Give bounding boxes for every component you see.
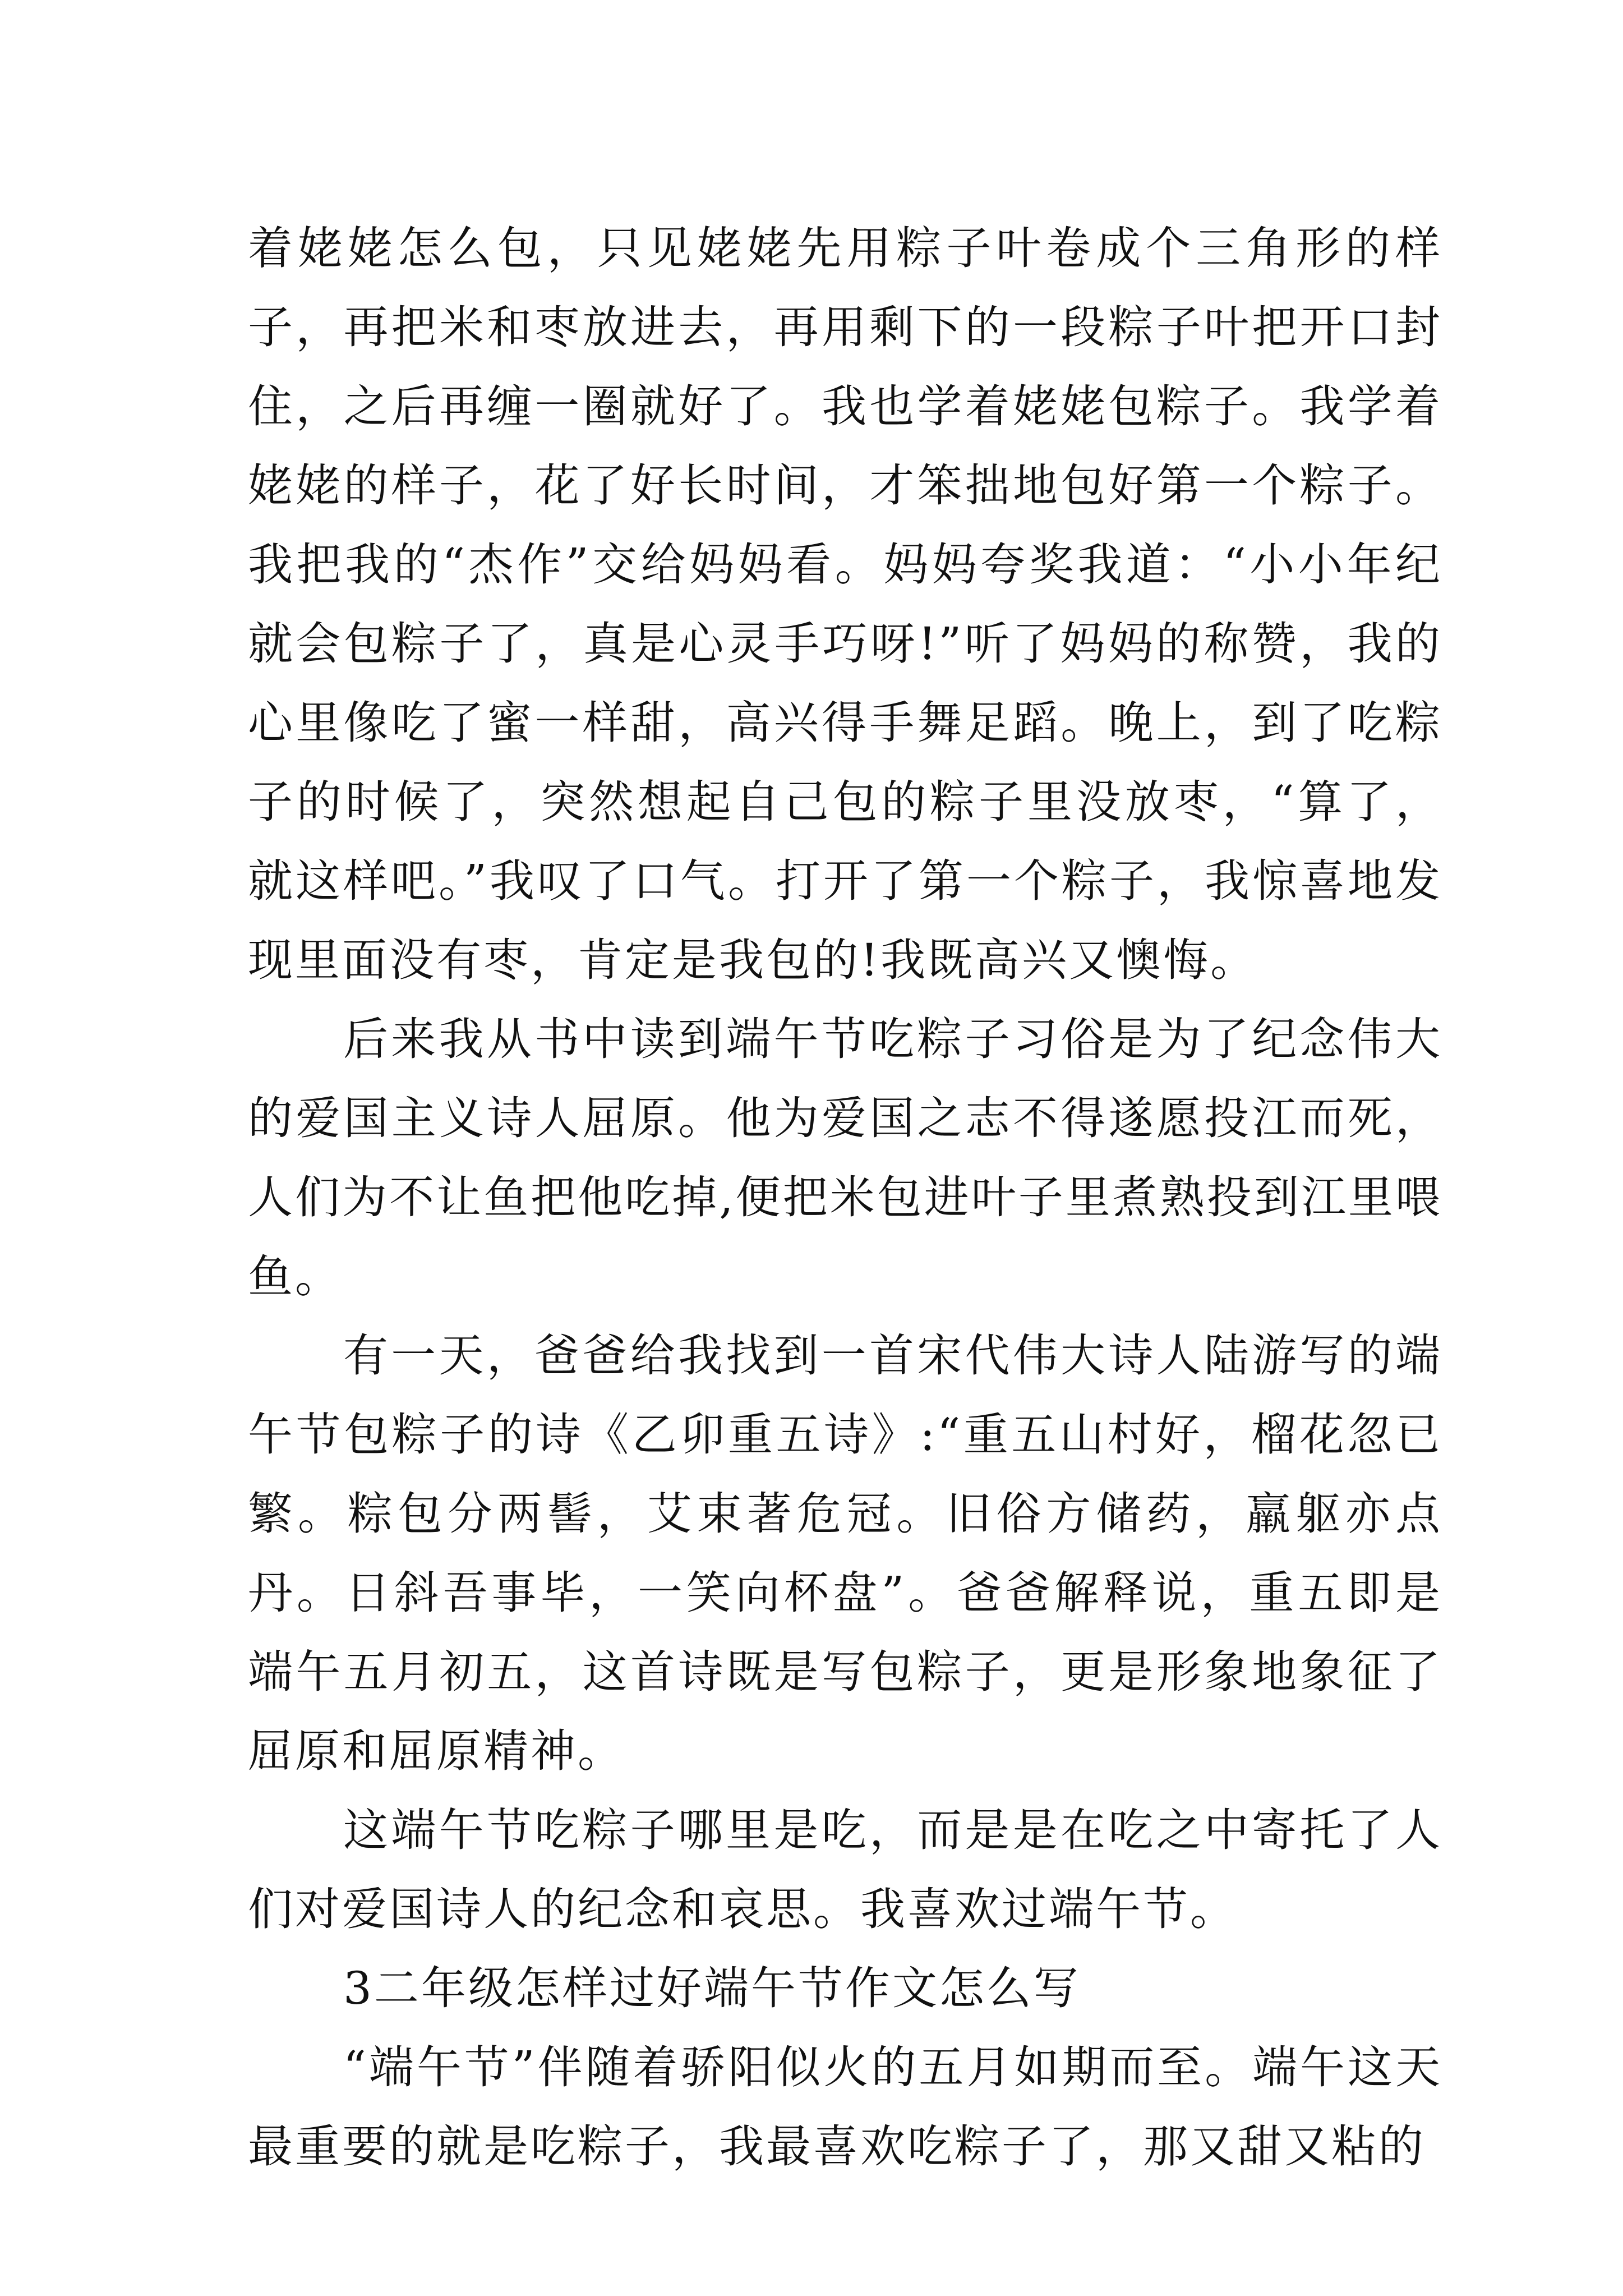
paragraph-5: “端午节”伴随着骄阳似火的五月如期而至。端午这天最重要的就是吃粽子，我最喜欢吃粽子了，那又甜又粘的 [248,2041,1442,2173]
section-heading: 3二年级怎样过好端午节作文怎么写 [343,1962,1081,2014]
article-body [248,209,1442,2186]
paragraph-2: 后来我从书中读到端午节吃粽子习俗是为了纪念伟大的爱国主义诗人屈原。他为爱国之志不得遂愿投江而死，人们为不让鱼把他吃掉,便把米包进叶子里煮熟投到江里喂鱼。 [248,1013,1442,1303]
paragraph-1: 着姥姥怎么包，只见姥姥先用粽子叶卷成个三角形的样子，再把米和枣放进去，再用剩下的一段粽子叶把开口封住，之后再缠一圈就好了。我也学着姥姥包粽子。我学着姥姥的样子，花了好长时间，才笨拙地包好第一个粽子。我把我的“杰作”交给妈妈看。妈妈夸奖我道：“小小年纪就会包粽子了，真是心灵手巧呀!”听了妈妈的称赞，我的心里像吃了蜜一样甜，高兴得手舞足蹈。晚上，到了吃粽子的时候了，突然想起自己包的粽子里没放枣，“算了，就这样吧。”我叹了口气。打开了第一个粽子，我惊喜地发现里面没有枣，肯定是我包的!我既高兴又懊悔。 [248,222,1442,986]
paragraph-4: 这端午节吃粽子哪里是吃，而是是在吃之中寄托了人们对爱国诗人的纪念和哀思。我喜欢过端午节。 [248,1804,1442,1935]
paragraph-3: 有一天，爸爸给我找到一首宋代伟大诗人陆游写的端午节包粽子的诗《乙卯重五诗》:“重五山村好，榴花忽已繁。粽包分两髻，艾束著危冠。旧俗方储药，羸躯亦点丹。日斜吾事毕，一笑向杯盘”。爸爸解释说，重五即是端午五月初五，这首诗既是写包粽子，更是形象地象征了屈原和屈原精神。 [248,1329,1442,1777]
